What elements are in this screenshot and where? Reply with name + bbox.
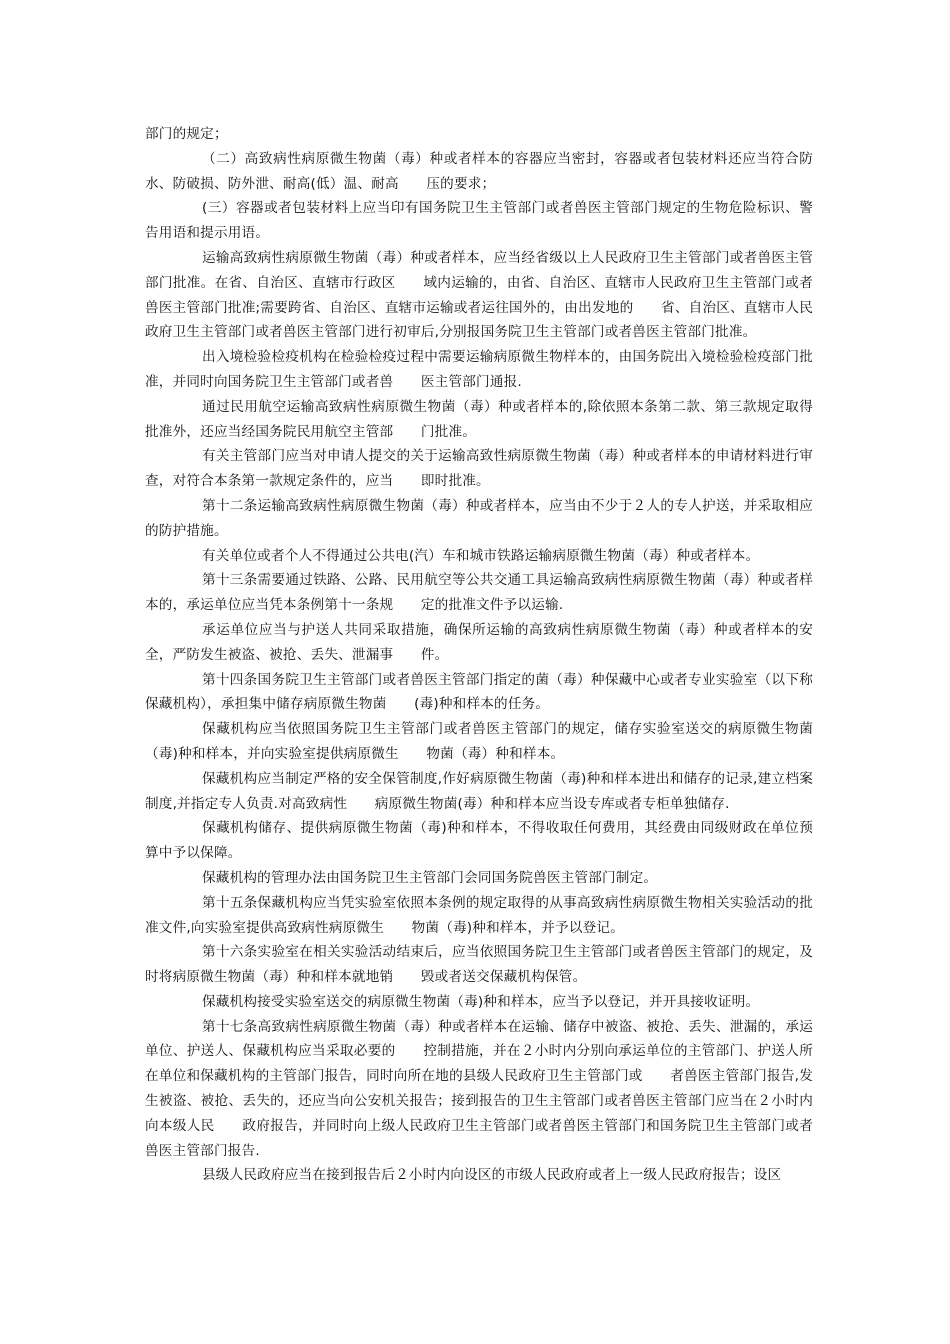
paragraph: 第十七条高致病性病原微生物菌（毒）种或者样本在运输、储存中被盗、被抢、丢失、泄漏的，承运单位、护送人、保藏机构应当采取必要的 控制措施，并在２小时内分别向承运单位的主管部门、护送人所在单位和保藏机构的主管部门报告，同时向所在地的县级人民政府卫生主管部门或 者兽医主管部门报告,发生被盗、被抢、丢失的，还应当向公安机关报告；接到报告的卫生主管部门或者兽医主管部门应当在２小时内向本级人民 政府报告，并同时向上级人民政府卫生主管部门或者兽医主管部门和国务院卫生主管部门或者兽医主管部门报告. bbox=[145, 1018, 813, 1159]
paragraph: 第十三条需要通过铁路、公路、民用航空等公共交通工具运输高致病性病原微生物菌（毒）种或者样本的，承运单位应当凭本条例第十一条规 定的批准文件予以运输. bbox=[145, 572, 813, 614]
paragraph: 第十二条运输高致病性病原微生物菌（毒）种或者样本，应当由不少于２人的专人护送，并采取相应的防护措施。 bbox=[145, 497, 813, 539]
paragraph: (三）容器或者包装材料上应当印有国务院卫生主管部门或者兽医主管部门规定的生物危险标识、警告用语和提示用语。 bbox=[145, 200, 813, 242]
paragraph: 县级人民政府应当在接到报告后２小时内向设区的市级人民政府或者上一级人民政府报告；设区 bbox=[202, 1167, 782, 1184]
paragraph: 出入境检验检疫机构在检验检疫过程中需要运输病原微生物样本的，由国务院出入境检验检疫部门批准，并同时向国务院卫生主管部门或者兽 医主管部门通报. bbox=[145, 349, 813, 390]
paragraph: 保藏机构储存、提供病原微生物菌（毒)种和样本，不得收取任何费用，其经费由同级财政在单位预算中予以保障。 bbox=[145, 820, 813, 862]
paragraph: 第十六条实验室在相关实验活动结束后，应当依照国务院卫生主管部门或者兽医主管部门的规定，及时将病原微生物菌（毒）种和样本就地销 毁或者送交保藏机构保管。 bbox=[145, 944, 813, 986]
paragraph: 保藏机构的管理办法由国务院卫生主管部门会同国务院兽医主管部门制定。 bbox=[202, 869, 658, 886]
paragraph: 运输高致病性病原微生物菌（毒）种或者样本，应当经省级以上人民政府卫生主管部门或者兽医主管部门批准。在省、自治区、直辖市行政区 域内运输的，由省、自治区、直辖市人民政府卫生主管部门或者兽医主管部门批准;需要跨省、自治区、直辖市运输或者运往国外的，由出发地的 省、自治区、直辖市人民政府卫生主管部门或者兽医主管部门进行初审后,分别报国务院卫生主管部门或者兽医主管部门批准。 bbox=[145, 249, 813, 341]
paragraph: 有关单位或者个人不得通过公共电(汽）车和城市铁路运输病原微生物菌（毒）种或者样本。 bbox=[202, 547, 760, 564]
paragraph: 承运单位应当与护送人共同采取措施，确保所运输的高致病性病原微生物菌（毒）种或者样本的安全，严防发生被盗、被抢、丢失、泄漏事 件。 bbox=[145, 621, 813, 663]
paragraph: 部门的规定； bbox=[145, 126, 228, 142]
paragraph: 通过民用航空运输高致病性病原微生物菌（毒）种或者样本的,除依照本条第二款、第三款规定取得批准外，还应当经国务院民用航空主管部 门批准。 bbox=[145, 398, 813, 440]
paragraph: 第十五条保藏机构应当凭实验室依照本条例的规定取得的从事高致病性病原微生物相关实验活动的批准文件,向实验室提供高致病性病原微生 物菌（毒)种和样本，并予以登记。 bbox=[145, 894, 813, 936]
paragraph: （二）高致病性病原微生物菌（毒）种或者样本的容器应当密封，容器或者包装材料还应当符合防水、防破损、防外泄、耐高(低）温、耐高 压的要求； bbox=[145, 150, 813, 192]
paragraph: 第十四条国务院卫生主管部门或者兽医主管部门指定的菌（毒）种保藏中心或者专业实验室（以下称保藏机构），承担集中储存病原微生物菌 (毒)种和样本的任务。 bbox=[145, 671, 813, 713]
document-body bbox=[145, 122, 813, 1188]
paragraph: 有关主管部门应当对申请人提交的关于运输高致性病原微生物菌（毒）种或者样本的申请材料进行审查，对符合本条第一款规定条件的，应当 即时批准。 bbox=[145, 448, 813, 490]
paragraph: 保藏机构应当制定严格的安全保管制度,作好病原微生物菌（毒)种和样本进出和储存的记录,建立档案制度,并指定专人负责.对高致病性 病原微生物菌(毒）种和样本应当设专库或者专柜单独储存. bbox=[145, 770, 813, 812]
paragraph: 保藏机构应当依照国务院卫生主管部门或者兽医主管部门的规定，储存实验室送交的病原微生物菌（毒)种和样本，并向实验室提供病原微生 物菌（毒）种和样本。 bbox=[145, 721, 813, 762]
paragraph: 保藏机构接受实验室送交的病原微生物菌（毒)种和样本，应当予以登记，并开具接收证明。 bbox=[202, 993, 760, 1010]
